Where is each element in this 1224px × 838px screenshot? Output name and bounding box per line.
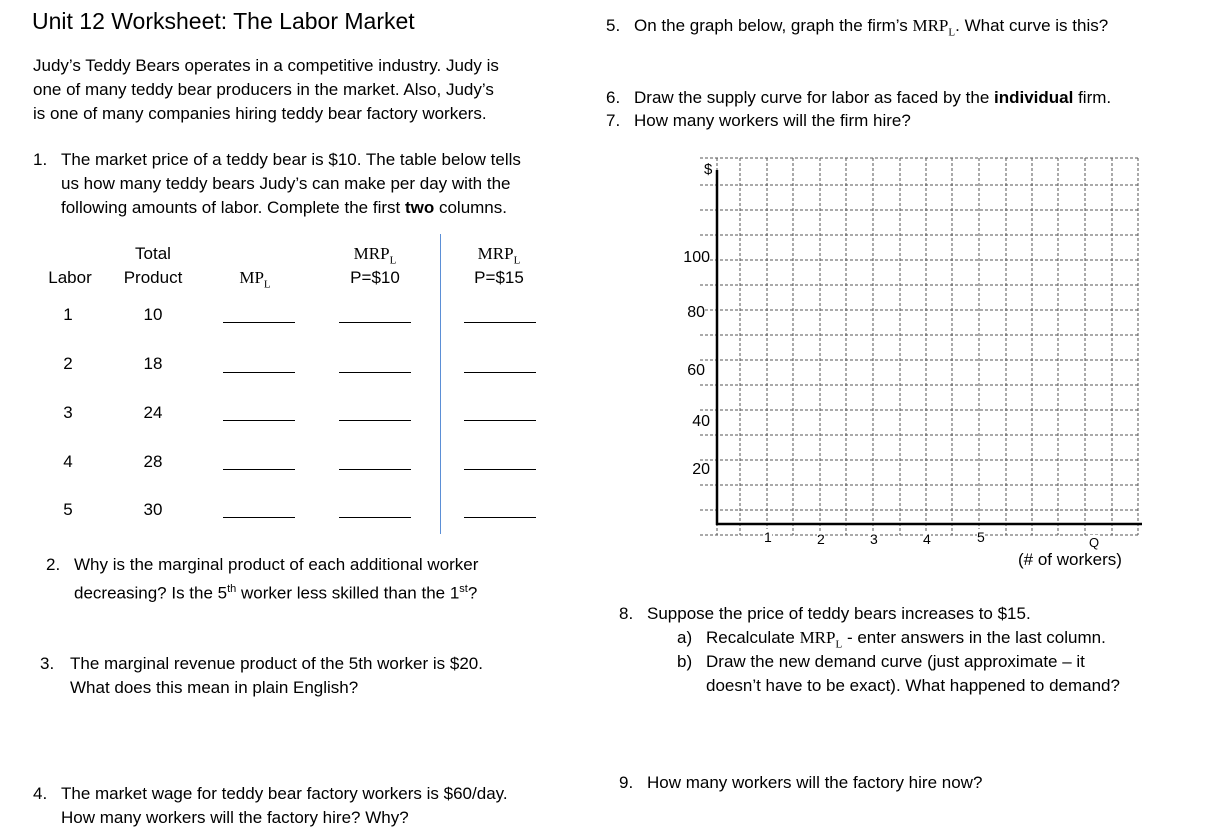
q3-line: What does this mean in plain English? <box>70 678 359 697</box>
q8-number: 8. <box>619 604 634 623</box>
header-mrp10-text: MRP <box>353 244 390 263</box>
header-mrp15-sub: L <box>513 254 521 267</box>
x-tick: 5 <box>977 529 985 545</box>
total-cell: 30 <box>143 500 163 519</box>
labor-cell: 4 <box>63 452 73 471</box>
q9-number: 9. <box>619 773 634 792</box>
q8-text: Suppose the price of teddy bears increases to $15. <box>647 604 1031 623</box>
mrp15-blank[interactable] <box>464 420 536 421</box>
q4-line: How many workers will the factory hire? Why? <box>61 808 409 827</box>
q8-a-mrp-text: MRP <box>799 628 836 647</box>
q5-text <box>634 16 1108 38</box>
q2-part: ? <box>467 583 478 603</box>
q7-text: How many workers will the firm hire? <box>634 111 911 130</box>
mrp10-blank[interactable] <box>339 372 411 373</box>
page-title: Unit 12 Worksheet: The Labor Market <box>32 8 415 34</box>
header-mrp15-line1 <box>464 244 534 266</box>
mrp10-blank[interactable] <box>339 420 411 421</box>
y-tick: 100 <box>676 249 710 267</box>
q1-number: 1. <box>33 150 48 169</box>
table-divider <box>440 234 441 534</box>
mrp10-blank[interactable] <box>339 469 411 470</box>
intro-paragraph <box>33 54 499 126</box>
header-total-line1: Total <box>135 244 171 263</box>
intro-line: is one of many companies hiring teddy bear factory workers. <box>33 104 487 123</box>
q8-a-text <box>706 628 1106 650</box>
q5-part: On the graph below, graph the firm’s <box>634 16 913 35</box>
total-cell: 18 <box>143 354 163 373</box>
q8-a-mrp-sub: L <box>835 638 843 651</box>
intro-line: Judy’s Teddy Bears operates in a competitive industry. Judy is <box>33 56 499 75</box>
q5-mrp-text: MRP <box>912 16 949 35</box>
mrp15-blank[interactable] <box>464 469 536 470</box>
y-tick: 60 <box>671 362 705 380</box>
y-tick: 20 <box>676 461 710 479</box>
y-axis-label: $ <box>704 161 713 178</box>
mp-blank[interactable] <box>223 469 295 470</box>
total-cell: 10 <box>143 305 163 324</box>
grid-lines <box>700 158 1140 535</box>
q8-b-text <box>706 650 1120 698</box>
q3-line: The marginal revenue product of the 5th worker is $20. <box>70 654 483 673</box>
labor-cell: 1 <box>63 305 73 324</box>
q2-sup: th <box>227 583 237 595</box>
q1-line <box>61 196 521 220</box>
q4-line: The market wage for teddy bear factory workers is $60/day. <box>61 784 508 803</box>
q2-line <box>74 577 478 606</box>
q1-bold: two <box>404 198 435 217</box>
q1-line: us how many teddy bears Judy’s can make per day with the <box>61 174 511 193</box>
q1-text <box>61 148 521 220</box>
mrp15-blank[interactable] <box>464 517 536 518</box>
y-tick: 80 <box>671 304 705 322</box>
q4-number: 4. <box>33 784 48 803</box>
q5-part: . What curve is this? <box>955 16 1109 35</box>
q2-number: 2. <box>46 555 61 574</box>
mrp15-blank[interactable] <box>464 322 536 323</box>
total-cell: 28 <box>143 452 163 471</box>
q2-part: decreasing? Is the 5 <box>74 583 228 603</box>
intro-line: one of many teddy bear producers in the market. Also, Judy’s <box>33 80 494 99</box>
x-tick: 4 <box>923 531 931 547</box>
q8-b-line: Draw the new demand curve (just approximate – it <box>706 652 1085 671</box>
header-mrp10-line1 <box>340 244 410 266</box>
mrp15-blank[interactable] <box>464 372 536 373</box>
header-mp-sub: L <box>263 278 271 291</box>
mp-blank[interactable] <box>223 517 295 518</box>
q6-text <box>634 88 1111 108</box>
labor-cell: 5 <box>63 500 73 519</box>
mrp10-blank[interactable] <box>339 322 411 323</box>
q2-text <box>74 553 478 606</box>
q8-a-part: - enter answers in the last column. <box>842 628 1106 647</box>
mp-blank[interactable] <box>223 420 295 421</box>
mrp10-blank[interactable] <box>339 517 411 518</box>
q8-b-label: b) <box>677 652 693 671</box>
q3-text <box>70 652 483 700</box>
q5-mrp-sub: L <box>948 26 956 39</box>
labor-cell: 2 <box>63 354 73 373</box>
q3-number: 3. <box>40 654 55 673</box>
q6-number: 6. <box>606 88 621 107</box>
x-tick: 3 <box>870 531 878 547</box>
header-mp <box>230 268 280 290</box>
q1-line-end: columns. <box>434 198 507 217</box>
x-axis-label: Q <box>1089 535 1100 550</box>
graph-grid[interactable] <box>660 150 1160 560</box>
header-mp-text: MP <box>239 268 264 287</box>
header-mrp15-text: MRP <box>477 244 514 263</box>
total-cell: 24 <box>143 403 163 422</box>
labor-cell: 3 <box>63 403 73 422</box>
q8-a-label: a) <box>677 628 693 647</box>
q9-text: How many workers will the factory hire now? <box>647 773 983 792</box>
q2-sup: st <box>459 583 468 595</box>
mp-blank[interactable] <box>223 372 295 373</box>
header-mrp15-line2: P=$15 <box>474 268 524 287</box>
q1-line: The market price of a teddy bear is $10. The table below tells <box>61 150 521 169</box>
q1-line-start: following amounts of labor. Complete the first <box>61 198 405 217</box>
q2-line: Why is the marginal product of each additional worker <box>74 555 479 574</box>
header-mrp10-line2: P=$10 <box>350 268 400 287</box>
mp-blank[interactable] <box>223 322 295 323</box>
header-total-line2: Product <box>123 268 183 287</box>
header-mrp10-sub: L <box>389 254 397 267</box>
q8-a-part: Recalculate <box>706 628 800 647</box>
q8-b-line: doesn’t have to be exact). What happened to demand? <box>706 676 1120 695</box>
q7-number: 7. <box>606 111 621 130</box>
x-tick: 1 <box>764 529 772 545</box>
q4-text <box>61 782 508 830</box>
q2-part: worker less skilled than the 1 <box>236 583 460 603</box>
q6-part: Draw the supply curve for labor as faced by the <box>634 88 995 107</box>
q6-part: firm. <box>1073 88 1112 107</box>
y-tick: 40 <box>676 413 710 431</box>
q8-a-mrp <box>799 628 843 651</box>
header-labor: Labor <box>48 268 92 287</box>
q5-number: 5. <box>606 16 621 35</box>
q5-mrp <box>912 16 956 39</box>
x-axis-caption: (# of workers) <box>1018 550 1122 569</box>
q6-bold: individual <box>994 88 1074 107</box>
x-tick: 2 <box>817 531 825 547</box>
